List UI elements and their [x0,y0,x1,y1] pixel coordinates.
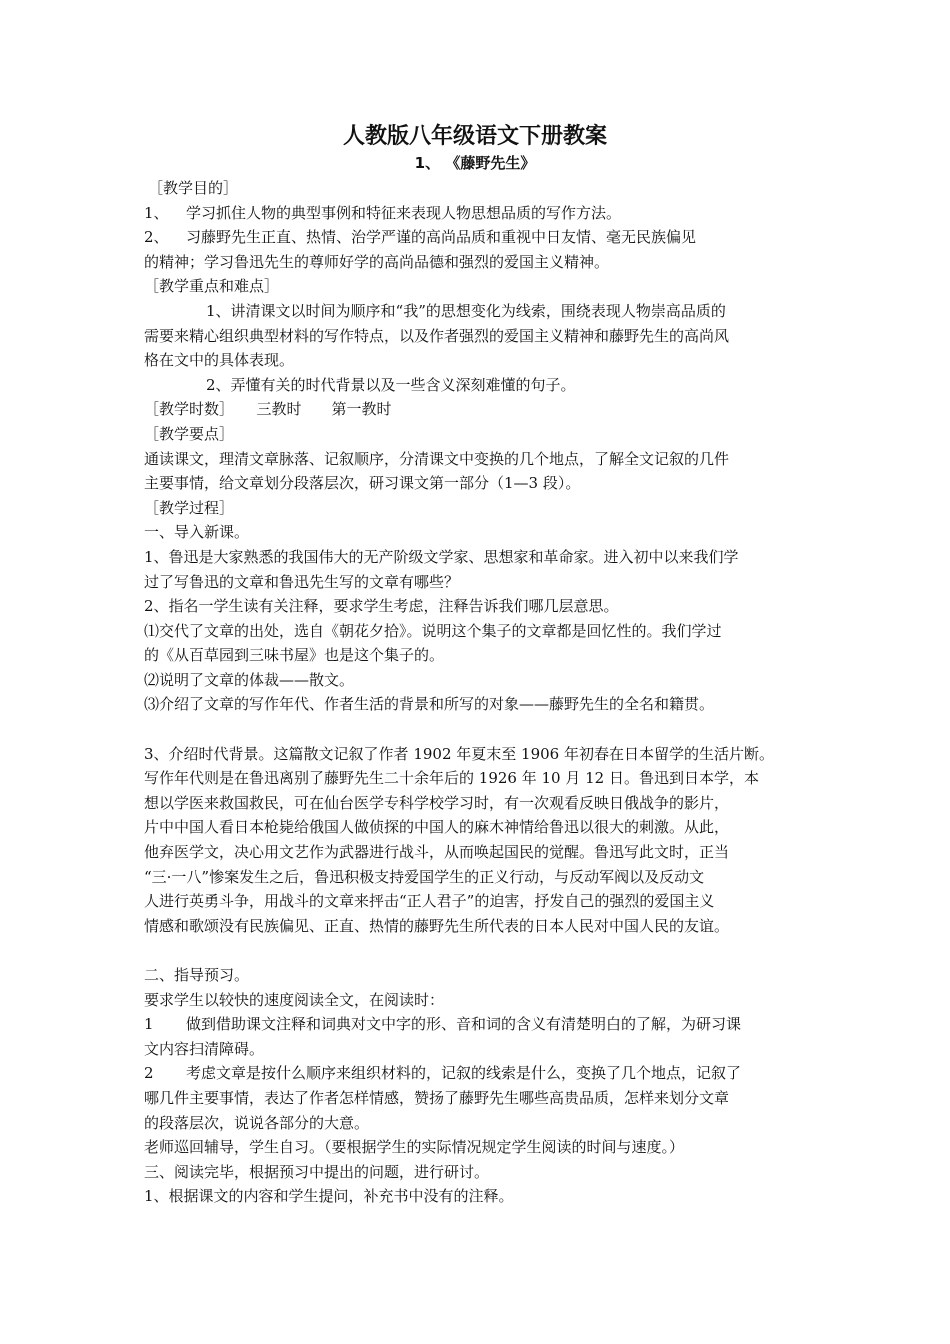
paragraph-line: 格在文中的具体表现。 [144,351,295,370]
paragraph-line: 人进行英勇斗争，用战斗的文章来抨击“正人君子”的迫害，抒发自己的强烈的爱国主义 [144,892,715,911]
step-heading: 一、导入新课。 [144,523,250,542]
paragraph-line: 片中中国人看日本枪毙给俄国人做侦探的中国人的麻木神情给鲁迅以很大的刺激。从此， [144,818,730,837]
paragraph-line: ⑶介绍了文章的写作年代、作者生活的背景和所写的对象——藤野先生的全名和籍贯。 [144,695,715,714]
paragraph-line: 3、介绍时代背景。这篇散文记叙了作者 1902 年夏末至 1906 年初春在日本留学的生活片断。 [144,744,774,763]
item-number: 2 [144,1064,154,1083]
paragraph-line: 想以学医来救国救民，可在仙台医学专科学校学习时，有一次观看反映日俄战争的影片， [144,793,730,812]
paragraph-line: 写作年代则是在鲁迅离别了藤野先生二十余年后的 1926 年 10 月 12 日。鲁迅到日本学，本 [144,769,759,788]
section-heading-process: ［教学过程］ [144,498,235,517]
blank-line [144,938,810,963]
paragraph-line: ⑵说明了文章的体裁——散文。 [144,670,355,689]
paragraph-line: 2、弄懂有关的时代背景以及一些含义深刻难懂的句子。 [206,375,576,394]
paragraph-line: “三·一八”惨案发生之后，鲁迅积极支持爱国学生的正义行动，与反动军阀以及反动文 [144,867,705,886]
paragraph-line: 2、指名一学生读有关注释，要求学生考虑，注释告诉我们哪几层意思。 [144,597,619,616]
paragraph-line: 的精神；学习鲁迅先生的尊师好学的高尚品德和强烈的爱国主义精神。 [144,252,610,271]
step-heading: 二、指导预习。 [144,966,250,984]
paragraph-line: 的段落层次，说说各部分的大意。 [144,1113,370,1132]
item-text: 考虑文章是按什么顺序来组织材料的，记叙的线索是什么，变换了几个地点，记叙了 [186,1064,742,1083]
paragraph-line: 1、讲清课文以时间为顺序和“我”的思想变化为线索，围绕表现人物崇高品质的 [206,301,726,320]
item-text: 做到借助课文注释和词典对文中字的形、音和词的含义有清楚明白的了解，为研习课 [186,1015,742,1034]
paragraph-line: 要求学生以较快的速度阅读全文，在阅读时： [144,990,445,1009]
paragraph-line: 需要来精心组织典型材料的写作特点，以及作者强烈的爱国主义精神和藤野先生的高尚风 [144,326,730,345]
paragraph-line: 主要事情，给文章划分段落层次，研习课文第一部分（1—3 段）。 [144,474,581,493]
list-item-2 [144,1061,810,1086]
blank-line [144,717,810,742]
objective-text: 学习抓住人物的典型事例和特征来表现人物思想品质的写作方法。 [186,203,622,222]
objective-number: 1、 [144,203,169,222]
step-heading: 三、阅读完毕，根据预习中提出的问题，进行研讨。 [144,1162,490,1181]
paragraph-line: 哪几件主要事情，表达了作者怎样情感，赞扬了藤野先生哪些高贵品质，怎样来划分文章 [144,1088,730,1107]
paragraph-line: 文内容扫清障碍。 [144,1039,265,1058]
objective-number: 2、 [144,228,169,247]
objective-text: 习藤野先生正直、热情、治学严谨的高尚品质和重视中日友情、毫无民族偏见 [186,228,697,247]
paragraph-line: 1、根据课文的内容和学生提问，补充书中没有的注释。 [144,1187,514,1206]
section-heading-objectives: ［教学目的］ [148,179,239,197]
paragraph-line: 他弃医学文，决心用文艺作为武器进行战斗，从而唤起国民的觉醒。鲁迅写此文时，正当 [144,843,730,862]
paragraph-line: 通读课文，理清文章脉落、记叙顺序，分清课文中变换的几个地点，了解全文记叙的几件 [144,449,730,468]
lesson-plan-body [144,176,810,1209]
paragraph-line: 1、鲁迅是大家熟悉的我国伟大的无产阶级文学家、思想家和革命家。进入初中以来我们学 [144,547,739,566]
section-heading-points: ［教学要点］ [144,424,235,443]
objective-1 [144,201,810,226]
item-number: 1 [144,1015,154,1034]
objective-2 [144,225,810,250]
paragraph-line: 老师巡回辅导，学生自习。（要根据学生的实际情况规定学生阅读的时间与速度。） [144,1138,685,1157]
paragraph-line: 过了写鲁迅的文章和鲁迅先生写的文章有哪些？ [144,572,460,591]
paragraph-line: 情感和歌颂没有民族偏见、正直、热情的藤野先生所代表的日本人民对中国人民的友谊。 [144,916,730,935]
section-heading-hours: ［教学时数］ 三教时 第一教时 [144,400,392,419]
paragraph-line: ⑴交代了文章的出处，选自《朝花夕拾》。说明这个集子的文章都是回忆性的。我们学过 [144,621,722,640]
section-heading-key-points: ［教学重点和难点］ [144,277,280,296]
document-title: 人教版八年级语文下册教案 [342,124,607,149]
paragraph-line: 的《从百草园到三味书屋》也是这个集子的。 [144,646,445,665]
lesson-title: 1、 《藤野先生》 [414,154,536,172]
list-item-1 [144,1012,810,1037]
